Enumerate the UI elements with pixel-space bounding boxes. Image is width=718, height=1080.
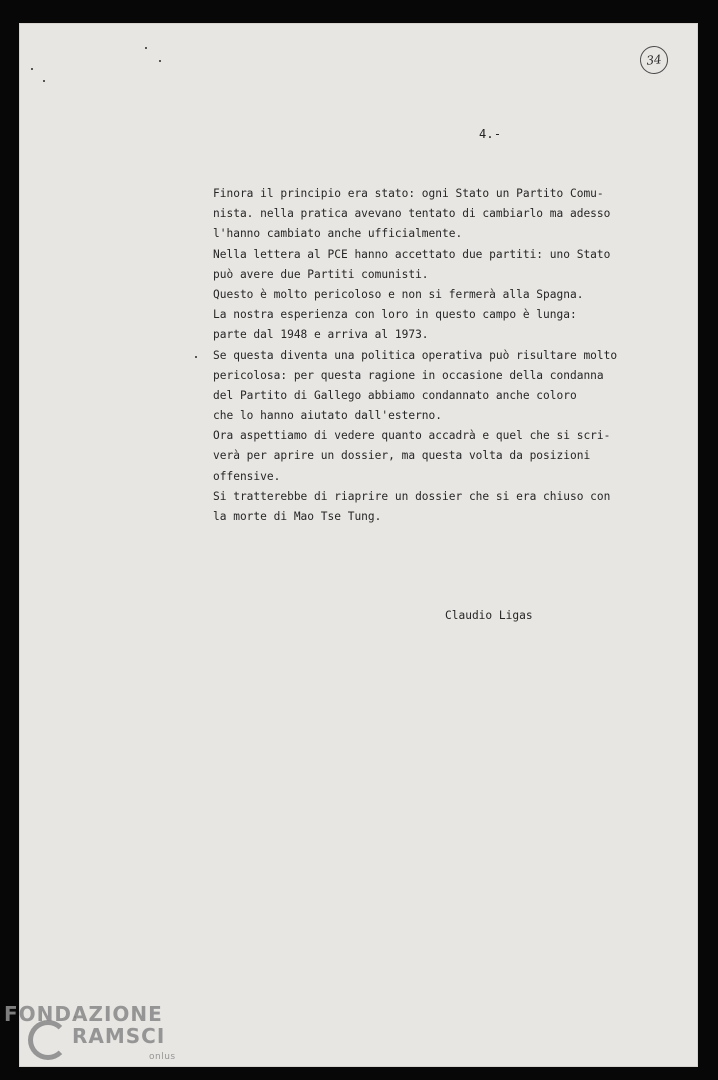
watermark-g-icon: [28, 1020, 68, 1060]
body-line: che lo hanno aiutato dall'esterno.: [213, 409, 443, 423]
body-line: Ora aspettiamo di vedere quanto accadrà e quel che si scri-: [213, 429, 611, 443]
body-line: Nella lettera al PCE hanno accettato due partiti: uno Stato: [213, 247, 611, 261]
body-line: del Partito di Gallego abbiamo condannato anche coloro: [213, 388, 577, 402]
body-line: Se questa diventa una politica operativa può risultare molto: [213, 348, 618, 362]
body-line: nista. nella pratica avevano tentato di cambiarlo ma adesso: [213, 207, 611, 221]
body-line: l'hanno cambiato anche ufficialmente.: [213, 227, 463, 241]
paper-speck: [195, 356, 197, 358]
signature: Claudio Ligas: [445, 609, 533, 622]
page-number: 4.-: [479, 127, 502, 141]
fondazione-gramsci-watermark: [4, 1000, 194, 1080]
body-line: la morte di Mao Tse Tung.: [213, 510, 382, 523]
body-line: Questo è molto pericoloso e non si fermerà alla Spagna.: [213, 287, 584, 301]
letter-body: [213, 184, 623, 527]
watermark-line-3: onlus: [149, 1052, 176, 1062]
body-line: può avere due Partiti comunisti.: [213, 267, 429, 281]
folio-number-stamp: 34: [639, 45, 670, 76]
body-line: verà per aprire un dossier, ma questa volta da posizioni: [213, 449, 591, 463]
body-line: offensive.: [213, 469, 281, 483]
paper-speck: [31, 68, 33, 70]
watermark-line-1: FONDAZIONE: [4, 1002, 163, 1026]
paper-speck: [43, 80, 45, 82]
body-line: Finora il principio era stato: ogni Stato un Partito Comu-: [213, 187, 604, 200]
watermark-line-2: RAMSCI: [72, 1024, 166, 1048]
body-line: parte dal 1948 e arriva al 1973.: [213, 328, 429, 342]
typewritten-page: [19, 23, 698, 1067]
paper-speck: [159, 60, 161, 62]
body-line: La nostra esperienza con loro in questo campo è lunga:: [213, 308, 577, 322]
paper-speck: [145, 47, 147, 49]
body-line: pericolosa: per questa ragione in occasione della condanna: [213, 368, 604, 382]
body-line: Si tratterebbe di riaprire un dossier che si era chiuso con: [213, 489, 611, 503]
